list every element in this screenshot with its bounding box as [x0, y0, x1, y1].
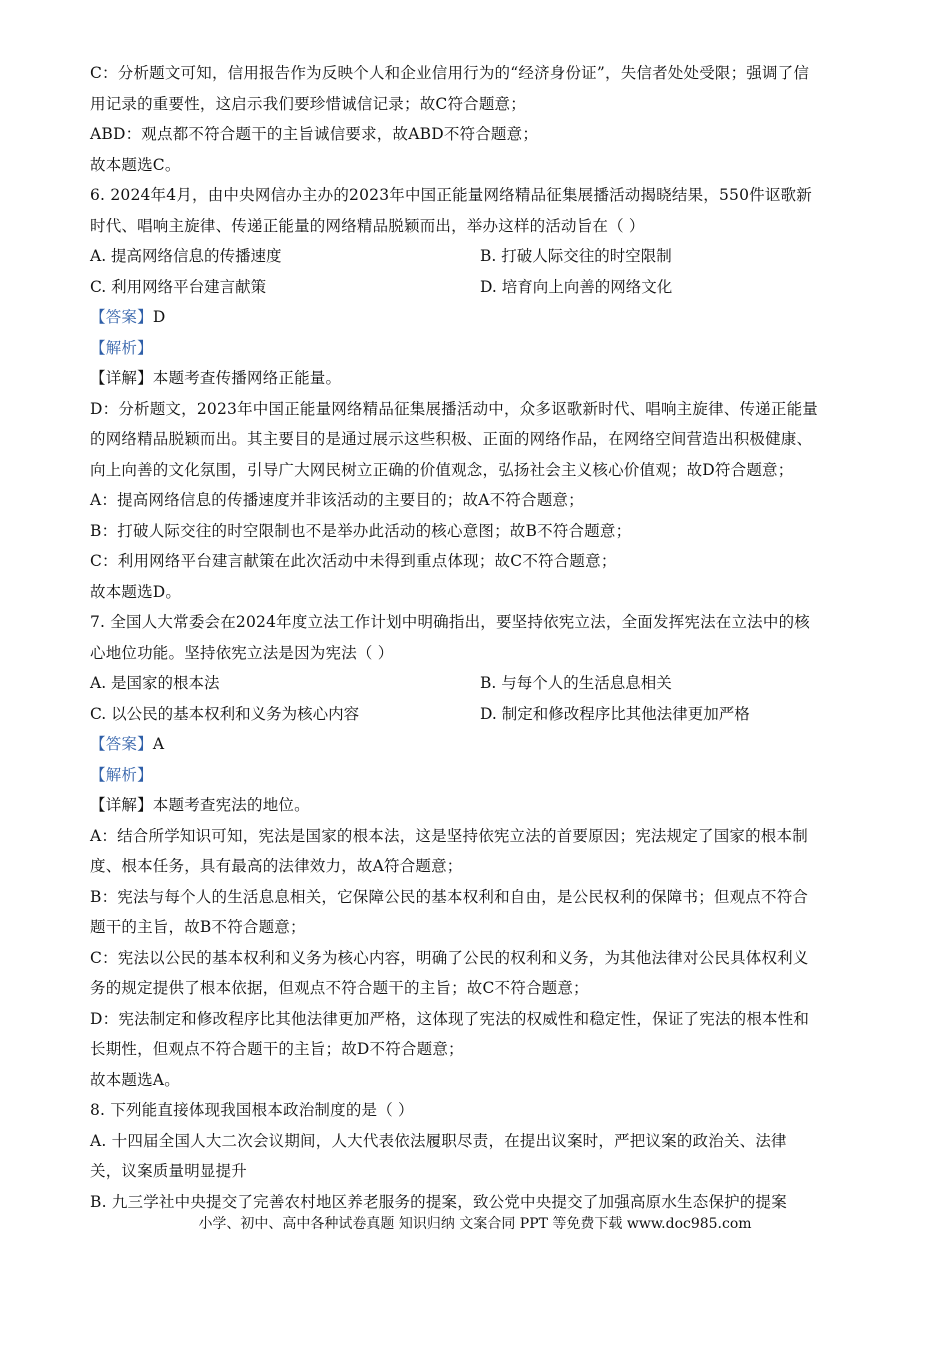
option-d: D. 制定和修改程序比其他法律更加严格	[480, 704, 750, 723]
text-line: 故本题选C。	[90, 155, 181, 174]
detail-line: 度、根本任务，具有最高的法律效力，故A符合题意；	[90, 857, 463, 875]
detail-line: 向上向善的文化氛围，引导广大网民树立正确的价值观念，弘扬社会主义核心价值观；故D符合题意；	[90, 460, 794, 479]
answer-tag: 【答案】	[90, 735, 153, 753]
question-6-options-row	[90, 241, 860, 272]
question-8-option-line: A. 十四届全国人大二次会议期间，人大代表依法履职尽责，在提出议案时，严把议案的政治关、法律	[90, 1131, 787, 1150]
detail-line: 故本题选D。	[90, 582, 182, 601]
option-b: B. 打破人际交往的时空限制	[480, 247, 672, 265]
detail-line: 故本题选A。	[90, 1070, 180, 1089]
answer-tag: 【答案】	[90, 308, 153, 326]
option-b: B. 与每个人的生活息息相关	[480, 674, 672, 692]
analysis-line	[90, 760, 860, 791]
answer-line	[90, 729, 860, 760]
question-8-option-line: B. 九三学社中央提交了完善农村地区养老服务的提案，致公党中央提交了加强高原水生态保护的提案	[90, 1192, 787, 1211]
detail-line: C：利用网络平台建言献策在此次活动中未得到重点体现；故C不符合题意；	[90, 552, 617, 570]
option-c: C. 利用网络平台建言献策	[90, 277, 267, 296]
detail-line: A：提高网络信息的传播速度并非该活动的主要目的；故A不符合题意；	[90, 491, 584, 509]
question-7-options-row	[90, 668, 860, 699]
answer-value: A	[152, 735, 165, 753]
question-6-stem: 时代、唱响主旋律、传递正能量的网络精品脱颖而出，举办这样的活动旨在（ ）	[90, 216, 645, 235]
option-d: D. 培育向上向善的网络文化	[480, 277, 673, 296]
question-7-stem: 心地位功能。坚持依宪立法是因为宪法（ ）	[90, 643, 394, 662]
detail-line: 的网络精品脱颖而出。其主要目的是通过展示这些积极、正面的网络作品，在网络空间营造出积极健康、	[90, 430, 813, 448]
detail-line: 【详解】本题考查宪法的地位。	[90, 796, 310, 814]
answer-line	[90, 302, 860, 333]
detail-line: A：结合所学知识可知，宪法是国家的根本法，这是坚持依宪立法的首要原因；宪法规定了国家的根本制	[90, 826, 808, 845]
option-c: C. 以公民的基本权利和义务为核心内容	[90, 704, 360, 723]
detail-line: B：打破人际交往的时空限制也不是举办此活动的核心意图；故B不符合题意；	[90, 521, 632, 540]
detail-line: D：分析题文，2023年中国正能量网络精品征集展播活动中，众多讴歌新时代、唱响主旋律、传递正能量	[90, 399, 818, 418]
question-8-option-line: 关，议案质量明显提升	[90, 1162, 248, 1180]
detail-line: 务的规定提供了根本依据，但观点不符合题干的主旨；故C不符合题意；	[90, 979, 589, 997]
text-line: 用记录的重要性，这启示我们要珍惜诚信记录；故C符合题意；	[90, 94, 526, 113]
document-body	[90, 58, 860, 1217]
option-a: A. 提高网络信息的传播速度	[90, 247, 282, 265]
detail-line: C：宪法以公民的基本权利和义务为核心内容，明确了公民的权利和义务，为其他法律对公民具体权利义	[90, 948, 809, 967]
answer-value: D	[152, 308, 166, 326]
question-6-options-row	[90, 272, 860, 303]
question-7-options-row	[90, 699, 860, 730]
text-line: C：分析题文可知，信用报告作为反映个人和企业信用行为的“经济身份证”，失信者处处受限；强调了信	[90, 64, 810, 82]
detail-line: 长期性，但观点不符合题干的主旨；故D不符合题意；	[90, 1040, 464, 1058]
page-footer: 小学、初中、高中各种试卷真题 知识归纳 文案合同 PPT 等免费下载 www.doc985.com	[198, 1216, 752, 1232]
option-a: A. 是国家的根本法	[90, 674, 220, 692]
question-7-stem: 7. 全国人大常委会在2024年度立法工作计划中明确指出，要坚持依宪立法，全面发挥宪法在立法中的核	[90, 613, 810, 631]
text-line: ABD：观点都不符合题干的主旨诚信要求，故ABD不符合题意；	[90, 125, 539, 143]
analysis-tag: 【解析】	[90, 338, 153, 357]
detail-line: D：宪法制定和修改程序比其他法律更加严格，这体现了宪法的权威性和稳定性，保证了宪法的根本性和	[90, 1009, 810, 1028]
detail-line: 【详解】本题考查传播网络正能量。	[90, 369, 342, 387]
analysis-tag: 【解析】	[90, 765, 153, 784]
question-8-stem: 8. 下列能直接体现我国根本政治制度的是（ ）	[90, 1101, 414, 1119]
detail-line: 题干的主旨，故B不符合题意；	[90, 918, 306, 936]
analysis-line	[90, 333, 860, 364]
question-6-stem: 6. 2024年4月，由中央网信办主办的2023年中国正能量网络精品征集展播活动揭晓结果，550件讴歌新	[90, 186, 812, 204]
detail-line: B：宪法与每个人的生活息息相关，它保障公民的基本权利和自由，是公民权利的保障书；但观点不符合	[90, 887, 809, 906]
